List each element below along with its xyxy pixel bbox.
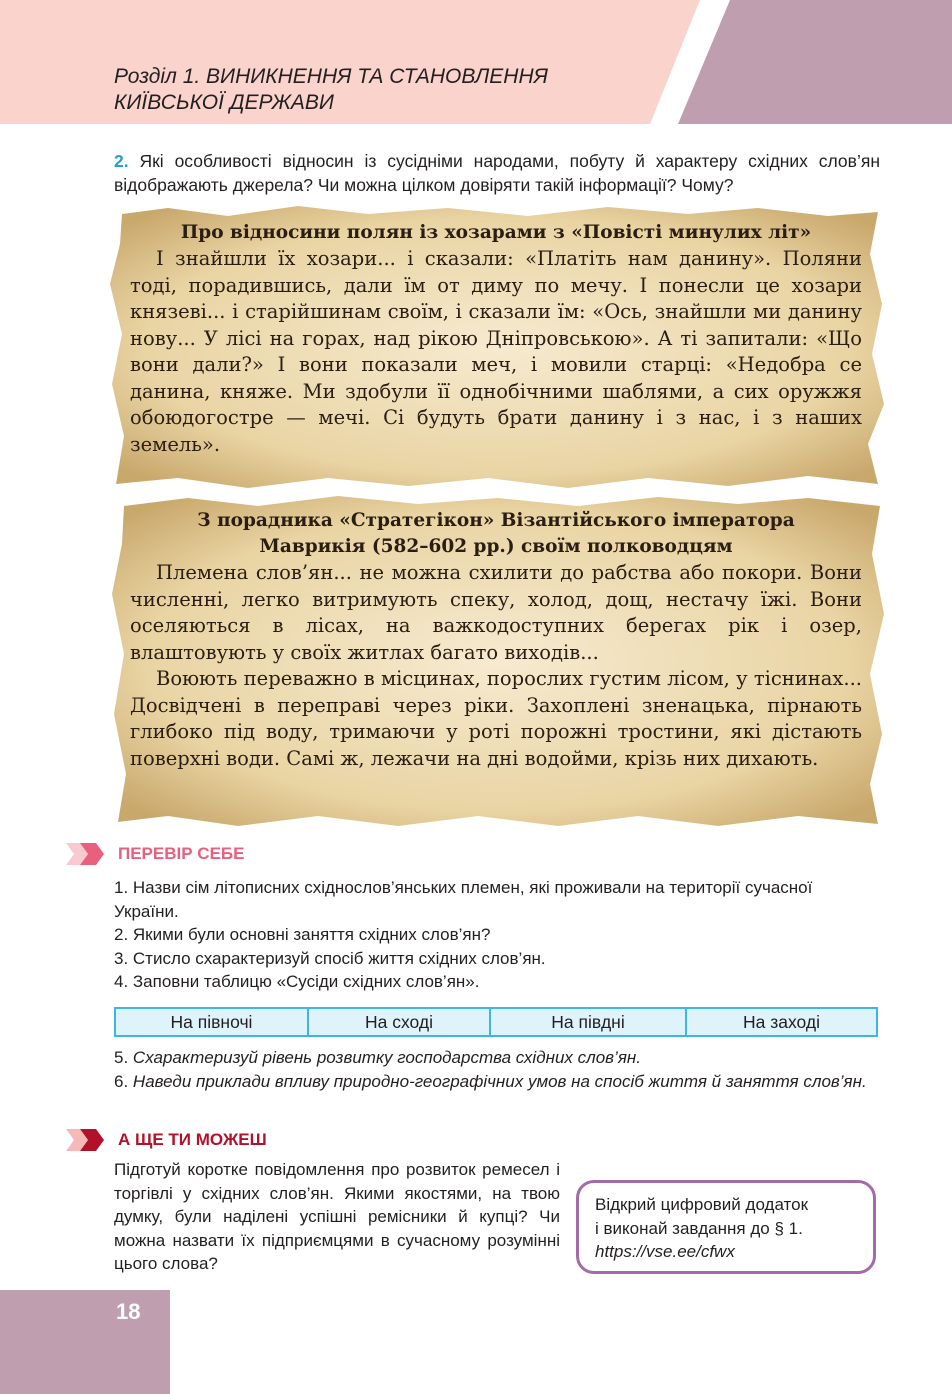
extra-label: А ЩЕ ТИ МОЖЕШ (118, 1130, 267, 1149)
task-item-6 (114, 1070, 880, 1094)
table-header-west: На заході (743, 1011, 820, 1032)
source-parchment-2 (108, 494, 888, 828)
digital-url-link[interactable]: https://vse.ee/cfwx (595, 1242, 735, 1261)
chapter-title-line1: Розділ 1. ВИНИКНЕННЯ ТА СТАНОВЛЕННЯ (114, 65, 548, 88)
check-yourself-heading (66, 843, 244, 865)
task-item-3: 3. Стисло схарактеризуй спосіб життя східних слов’ян. (114, 948, 546, 968)
source-2-title-line1: З порадника «Стратегікон» Візантійського імператора (197, 510, 795, 531)
digital-line-1: Відкрий цифровий додаток (595, 1195, 809, 1214)
double-chevron-icon (66, 1129, 106, 1151)
extra-task-text: Підготуй коротке повідомлення про розвиток ремесел і торгівлі у східних слов’ян. Якими якостями, на твою думку, були наділені успішні ремісники й купці? Чи можна назвати їх підприємцями в сучасному розумінні цього слова? (114, 1160, 560, 1273)
task-item-4: 4. Заповни таблицю «Сусіди східних слов’ян». (114, 972, 480, 991)
task-item-6-number: 6. (114, 1071, 129, 1091)
check-yourself-list (114, 876, 880, 994)
source-parchment-1 (108, 204, 888, 490)
double-chevron-icon (66, 843, 106, 865)
task-item-1: 1. Назви сім літописних східнослов’янських племен, які проживали на території сучасної України. (114, 878, 813, 921)
chapter-title-line2: КИЇВСЬКОЇ ДЕРЖАВИ (114, 91, 334, 114)
question-2 (114, 149, 880, 197)
source-2-para1: Племена слов’ян... не можна схилити до рабства або покори. Вони численні, легко витримують спеку, холод, дощ, нестачу їжі. Вони оселяються в лісах, на важкодоступних берегах рік і озер, влаштовують у своїх житлах багато виходів... (130, 561, 862, 664)
table-header-east: На сході (309, 1009, 491, 1035)
task-item-6-text: Наведи приклади впливу природно-географічних умов на спосіб життя й заняття слов’ян. (132, 1071, 867, 1091)
task-item-5 (114, 1046, 880, 1070)
source-1-title: Про відносини полян із хозарами з «Повісті минулих літ» (180, 222, 812, 243)
task-item-2: 2. Якими були основні заняття східних слов’ян? (114, 925, 491, 944)
task-item-5-number: 5. (114, 1048, 129, 1067)
task-item-5-text: Схарактеризуй рівень розвитку господарства східних слов’ян. (132, 1048, 641, 1067)
chapter-title (114, 64, 548, 116)
source-2-title-line2: Маврикія (582–602 рр.) своїм полководцям (259, 536, 733, 557)
page-number-block (0, 1290, 170, 1394)
check-yourself-list-continued (114, 1046, 880, 1093)
source-1-body: І знайшли їх хозари... і сказали: «Платіть нам данину». Поляни тоді, порадившись, дали їм от диму по мечу. І понесли це хозари князеві... і старійшинам своїм, і сказали їм: «Ось, знайшли ми данину нову... У лісі на горах, над рікою Дніпровською». А ті запитали: «Що вони дали?» І вони показали меч, і мовили старці: «Недобра се данина, княже. Ми здобули її однобічними шаблями, а сих оружжя обоюдогостре — мечі. Сі будуть брати данину і з нас, і з наших земель». (130, 247, 862, 456)
question-2-number: 2. (114, 151, 129, 171)
digital-line-2: і виконай завдання до § 1. (595, 1218, 803, 1238)
check-yourself-label: ПЕРЕВІР СЕБЕ (118, 844, 245, 863)
table-header-north: На півночі (116, 1009, 309, 1035)
digital-supplement-box[interactable] (576, 1180, 876, 1274)
table-header-south: На півдні (491, 1009, 687, 1035)
extra-heading (66, 1129, 267, 1151)
source-2-para2: Воюють переважно в місцинах, порослих густим лісом, у тіснинах... Досвідчені в переправі через ріки. Захоплені зненацька, пірнають глибоко під воду, тримаючи у роті порожні тростини, які дістають поверхні води. Самі ж, лежачи на дні водойми, крізь них дихають. (130, 667, 862, 770)
question-2-text: Які особливості відносин із сусідніми народами, побуту й характеру східних слов’ян відображають джерела? Чи можна цілком довіряти такій інформації? Чому? (114, 151, 880, 195)
page-number: 18 (116, 1299, 141, 1324)
neighbours-table (114, 1007, 878, 1037)
